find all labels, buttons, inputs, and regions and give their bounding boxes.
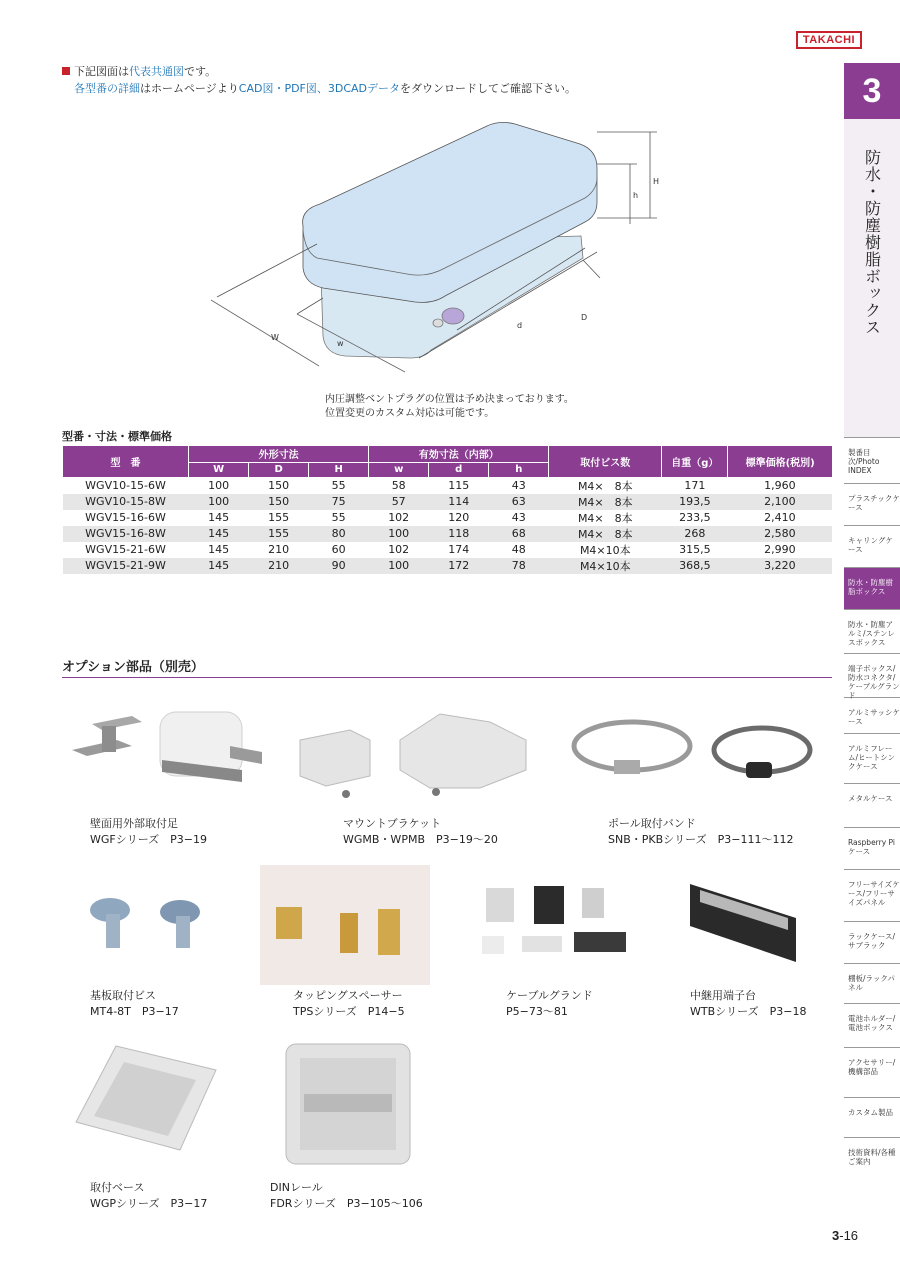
sidenav-item[interactable]: プラスチックケース <box>844 483 900 525</box>
col-header-model: 型 番 <box>63 446 189 477</box>
sidenav-item[interactable]: キャリングケース <box>844 525 900 567</box>
option-name: DINレール <box>270 1181 323 1194</box>
sidenav-item[interactable]: フリーサイズケース/フリーサイズパネル <box>844 869 900 921</box>
table-cell: 43 <box>511 479 526 492</box>
chapter-title: 防水・防塵樹脂ボックス <box>862 149 882 336</box>
col-header-price: 標準価格(税別) <box>728 446 832 477</box>
table-cell: 43 <box>511 511 526 524</box>
table-cell: M4×10本 <box>549 558 662 574</box>
table-cell: 315,5 <box>679 543 711 556</box>
brand-logo: TAKACHI <box>796 31 862 49</box>
sidenav-item[interactable]: アルミサッシケース <box>844 697 900 733</box>
table-cell: M4× 8本 <box>577 511 633 525</box>
sidenav-item[interactable]: 技術資料/各種ご案内 <box>844 1137 900 1193</box>
table-cell: M4× 8本 <box>549 526 662 542</box>
dim-label: w <box>337 339 344 348</box>
option-item <box>90 1180 207 1212</box>
sidenav-item[interactable]: Raspberry Piケース <box>844 827 900 869</box>
intro-note <box>62 63 576 97</box>
page-number <box>832 1228 858 1243</box>
note-text: はホームページより <box>140 82 239 95</box>
col-header-weight: 自重（g） <box>662 446 728 477</box>
table-cell: 145 <box>189 526 249 542</box>
option-item <box>293 988 405 1020</box>
caption-line: 内圧調整ベントプラグの位置は予め決まっております。 <box>325 394 574 405</box>
dim-label: h <box>633 191 639 200</box>
chapter-title-panel <box>844 119 900 437</box>
sidenav-item[interactable]: 棚板/ラックパネル <box>844 963 900 1003</box>
table-cell: 174 <box>448 543 470 556</box>
table-cell: 102 <box>388 543 410 556</box>
note-link[interactable]: CAD図・PDF図、3DCADデータ <box>238 82 401 95</box>
col-header-w: w <box>369 462 429 477</box>
table-cell: WGV15-21-9W <box>63 558 189 574</box>
table-row <box>63 494 833 510</box>
caption-line: 位置変更のカスタム対応は可能です。 <box>325 408 495 419</box>
table-cell: 115 <box>448 479 470 492</box>
table-cell: 210 <box>249 558 309 574</box>
page-num: -16 <box>839 1228 859 1243</box>
col-header-outer: 外形寸法 <box>189 446 369 462</box>
option-name: ポール取付バンド <box>608 817 696 830</box>
options-title: オプション部品（別売） <box>62 660 204 675</box>
spec-table-title: 型番・寸法・標準価格 <box>62 430 172 443</box>
sidenav-item[interactable]: メタルケース <box>844 783 900 827</box>
table-cell: 78 <box>489 558 549 574</box>
table-cell: 268 <box>662 526 728 542</box>
option-item <box>270 1180 423 1212</box>
note-link[interactable]: 各型番の詳細 <box>74 82 140 95</box>
table-cell: 155 <box>268 511 290 524</box>
table-cell: WGV10-15-6W <box>85 479 166 492</box>
cable-gland-photo <box>470 880 640 975</box>
box-illustration <box>205 118 665 388</box>
table-cell: 193,5 <box>662 494 728 510</box>
dim-label: W <box>271 333 279 342</box>
option-name: 壁面用外部取付足 <box>90 817 178 830</box>
table-cell: WGV15-16-8W <box>63 526 189 542</box>
col-header-h: h <box>489 462 549 477</box>
table-cell: 68 <box>489 526 549 542</box>
table-cell: 58 <box>391 479 406 492</box>
col-header-D: D <box>249 462 309 477</box>
side-navigation <box>844 437 900 1193</box>
option-name: タッピングスペーサー <box>293 989 403 1002</box>
table-cell: 120 <box>448 511 470 524</box>
table-cell: 100 <box>369 526 429 542</box>
dim-label: H <box>653 177 660 186</box>
table-cell: 100 <box>189 494 249 510</box>
sidenav-item[interactable]: アクセサリー/機構部品 <box>844 1047 900 1097</box>
table-cell: 171 <box>684 479 706 492</box>
table-cell: 210 <box>268 543 290 556</box>
table-cell: 55 <box>331 511 346 524</box>
col-header-d: d <box>429 462 489 477</box>
table-cell: 1,960 <box>764 479 796 492</box>
note-text: をダウンロードしてご確認下さい。 <box>400 82 577 95</box>
option-ref: P5−73〜81 <box>506 1005 568 1018</box>
options-divider <box>62 677 832 678</box>
sidenav-item[interactable]: 防水・防塵アルミ/ステンレスボックス <box>844 609 900 653</box>
option-ref: MT4-8T P3−17 <box>90 1005 179 1018</box>
table-cell: 145 <box>189 558 249 574</box>
table-cell: 145 <box>208 511 230 524</box>
table-cell: WGV15-21-6W <box>85 543 166 556</box>
table-row <box>63 477 833 494</box>
table-cell: 150 <box>268 479 290 492</box>
table-cell: 57 <box>369 494 429 510</box>
option-ref: FDRシリーズ P3−105〜106 <box>270 1197 423 1210</box>
option-item <box>506 988 593 1020</box>
sidenav-item[interactable]: 製番目次/Photo INDEX <box>844 437 900 483</box>
table-cell: 118 <box>429 526 489 542</box>
sidenav-item[interactable]: ラックケース/サブラック <box>844 921 900 963</box>
table-cell: 2,990 <box>764 543 796 556</box>
wall-mount-feet-photo <box>62 690 272 810</box>
mount-bracket-photo <box>290 700 540 805</box>
table-cell: M4× 8本 <box>577 479 633 493</box>
illustration-caption <box>325 393 574 421</box>
option-name: 中継用端子台 <box>690 989 756 1002</box>
table-cell: 145 <box>208 543 230 556</box>
note-text: 下記図面は <box>74 65 129 78</box>
sidenav-item[interactable]: アルミフレーム/ヒートシンクケース <box>844 733 900 783</box>
table-row <box>63 526 833 542</box>
note-link[interactable]: 代表共通図 <box>129 65 184 78</box>
sidenav-item[interactable]: 端子ボックス/防水コネクタ/ケーブルグランド <box>844 653 900 697</box>
option-ref: WGFシリーズ P3−19 <box>90 833 208 846</box>
table-cell: 48 <box>511 543 526 556</box>
dim-label: D <box>581 313 588 322</box>
table-cell: 75 <box>309 494 369 510</box>
table-cell: 2,410 <box>764 511 796 524</box>
table-cell: 55 <box>331 479 346 492</box>
sidenav-item[interactable]: 防水・防塵樹脂ボックス <box>844 567 900 609</box>
option-item <box>690 988 806 1020</box>
col-header-H: H <box>309 462 369 477</box>
table-cell: M4× 8本 <box>549 494 662 510</box>
option-item <box>90 816 207 848</box>
pole-band-photo <box>570 710 830 790</box>
page-chapter: 3 <box>832 1228 840 1243</box>
terminal-block-photo <box>680 870 820 970</box>
note-text: です。 <box>184 65 217 78</box>
pcb-screw-photo <box>80 880 230 960</box>
option-item <box>608 816 793 848</box>
table-cell: 114 <box>429 494 489 510</box>
table-cell: 233,5 <box>679 511 711 524</box>
table-cell: 60 <box>331 543 346 556</box>
table-row <box>63 542 833 558</box>
option-item <box>343 816 498 848</box>
col-header-screw: 取付ビス数 <box>549 446 662 477</box>
col-header-inner: 有効寸法（内部） <box>369 446 549 462</box>
table-cell: 368,5 <box>662 558 728 574</box>
sidenav-item[interactable]: 電池ホルダー/電池ボックス <box>844 1003 900 1047</box>
table-cell: WGV15-16-6W <box>85 511 166 524</box>
option-name: 基板取付ビス <box>90 989 156 1002</box>
table-cell: 63 <box>489 494 549 510</box>
table-cell: 3,220 <box>728 558 832 574</box>
table-cell: 2,100 <box>728 494 832 510</box>
table-cell: 90 <box>309 558 369 574</box>
table-cell: 102 <box>388 511 410 524</box>
mounting-base-photo <box>70 1040 220 1160</box>
table-row <box>63 510 833 526</box>
dim-label: d <box>517 321 523 330</box>
option-ref: WGMB・WPMB P3−19〜20 <box>343 833 498 846</box>
spec-table <box>62 446 832 574</box>
din-rail-photo <box>280 1040 420 1170</box>
table-cell: 155 <box>249 526 309 542</box>
option-ref: WGPシリーズ P3−17 <box>90 1197 208 1210</box>
table-row <box>63 558 833 574</box>
table-cell: 80 <box>309 526 369 542</box>
table-cell: 172 <box>429 558 489 574</box>
spec-table-body <box>63 477 833 574</box>
table-cell: 100 <box>208 479 230 492</box>
option-ref: SNB・PKBシリーズ P3−111〜112 <box>608 833 794 846</box>
table-cell: WGV10-15-8W <box>63 494 189 510</box>
bullet-square-icon <box>62 67 70 75</box>
option-ref: WTBシリーズ P3−18 <box>690 1005 807 1018</box>
table-cell: 150 <box>249 494 309 510</box>
sidenav-item[interactable]: カスタム製品 <box>844 1097 900 1137</box>
option-name: 取付ベース <box>90 1181 145 1194</box>
table-cell: M4×10本 <box>579 543 631 557</box>
option-ref: TPSシリーズ P14−5 <box>293 1005 405 1018</box>
table-cell: 100 <box>369 558 429 574</box>
chapter-number: 3 <box>844 63 900 119</box>
option-item <box>90 988 179 1020</box>
option-name: ケーブルグランド <box>506 989 593 1002</box>
col-header-W: W <box>189 462 249 477</box>
table-cell: 2,580 <box>728 526 832 542</box>
option-name: マウントブラケット <box>343 817 442 830</box>
tapping-spacer-photo <box>260 865 430 985</box>
